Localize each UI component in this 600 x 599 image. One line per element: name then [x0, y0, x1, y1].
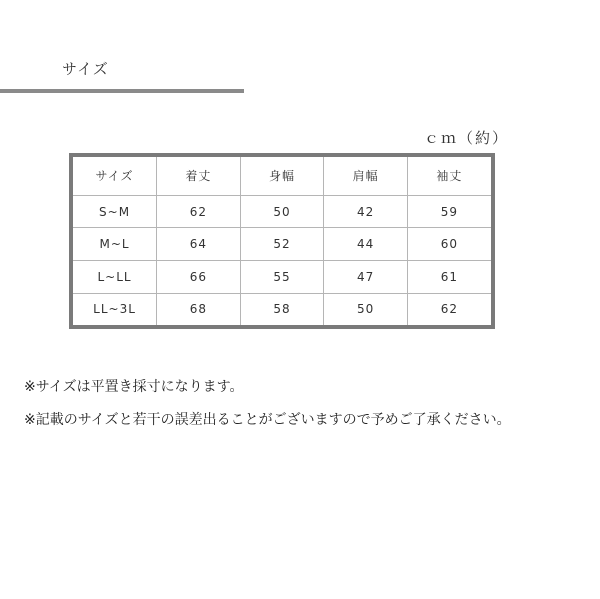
table-cell: 66 — [157, 261, 241, 294]
table-cell: S~M — [73, 195, 157, 228]
table-cell: 44 — [324, 228, 408, 261]
header-cell-length: 着丈 — [157, 157, 241, 195]
unit-label: ｃｍ（約） — [424, 129, 510, 147]
table-cell: 68 — [157, 293, 241, 325]
table-cell: 62 — [157, 195, 241, 228]
note-measurement: ※サイズは平置き採寸になります。 — [24, 379, 244, 395]
table-cell: 64 — [157, 228, 241, 261]
table-cell: 55 — [240, 261, 324, 294]
table-cell: 47 — [324, 261, 408, 294]
table-row — [73, 195, 491, 228]
header-cell-width: 身幅 — [240, 157, 324, 195]
table-cell: 62 — [407, 293, 491, 325]
size-table-frame — [69, 153, 495, 329]
table-row — [73, 228, 491, 261]
header-cell-shoulder: 肩幅 — [324, 157, 408, 195]
table-header-row — [73, 157, 491, 195]
header-cell-size: サイズ — [73, 157, 157, 195]
page-title: サイズ — [62, 60, 109, 78]
table-row — [73, 293, 491, 325]
table-cell: 59 — [407, 195, 491, 228]
table-cell: 61 — [407, 261, 491, 294]
table-cell: 52 — [240, 228, 324, 261]
note-disclaimer: ※記載のサイズと若干の誤差出ることがございますので予めご了承ください。 — [24, 412, 511, 428]
table-cell: 60 — [407, 228, 491, 261]
table-cell: 50 — [324, 293, 408, 325]
table-cell: LL~3L — [73, 293, 157, 325]
table-cell: M~L — [73, 228, 157, 261]
table-cell: 50 — [240, 195, 324, 228]
size-table — [73, 157, 491, 325]
title-underline — [0, 89, 244, 93]
table-row — [73, 261, 491, 294]
table-cell: 58 — [240, 293, 324, 325]
table-cell: L~LL — [73, 261, 157, 294]
table-cell: 42 — [324, 195, 408, 228]
header-cell-sleeve: 袖丈 — [407, 157, 491, 195]
